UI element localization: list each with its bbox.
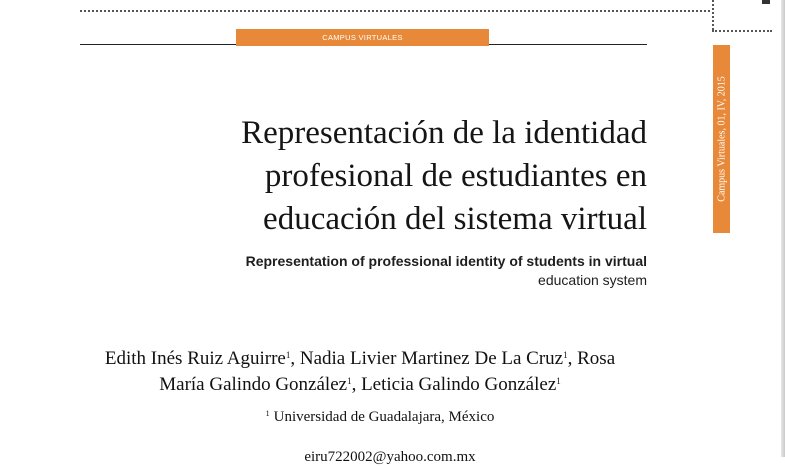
article-title [150, 112, 647, 241]
affiliation-mark: 1 [556, 376, 561, 386]
author-name-part: María Galindo González [159, 374, 348, 395]
journal-side-label: Campus Virtuales, 01, IV, 2015 [716, 76, 727, 202]
author-list [60, 344, 660, 396]
affiliation-text: Universidad de Guadalajara, México [273, 409, 495, 425]
journal-side-tab [713, 45, 730, 233]
affiliation-mark: 1 [563, 350, 568, 360]
subtitle-line: education system [538, 272, 647, 288]
corner-mark [762, 0, 770, 4]
page-edge [781, 0, 785, 457]
subtitle-line: Representation of professional identity of students in virtual [245, 253, 647, 269]
author-name-part: Rosa [577, 348, 616, 369]
affiliation-mark: 1 [265, 409, 270, 418]
title-line: profesional de estudiantes en [264, 158, 647, 194]
affiliation [200, 409, 560, 426]
author-separator: , [290, 348, 296, 369]
author-line [60, 370, 660, 396]
author-name: Nadia Livier Martinez De La Cruz [299, 348, 564, 369]
author-name: Edith Inés Ruiz Aguirre [104, 348, 286, 369]
section-label-text: CAMPUS VIRTUALES [322, 33, 403, 42]
author-name: Leticia Galindo González [361, 374, 557, 395]
title-line: Representación de la identidad [241, 115, 647, 151]
affiliation-mark: 1 [347, 376, 352, 386]
corner-dotted-rule-h [712, 30, 772, 32]
top-dotted-rule [80, 10, 710, 12]
title-line: educación del sistema virtual [263, 201, 647, 237]
article-subtitle [200, 252, 647, 290]
author-email[interactable]: eiru722002@yahoo.com.mx [304, 449, 476, 465]
affiliation-mark: 1 [285, 350, 291, 360]
author-line [60, 344, 660, 370]
section-label [236, 29, 489, 46]
corner-dotted-rule [712, 0, 714, 30]
author-separator: , [351, 374, 357, 395]
author-separator: , [567, 348, 573, 369]
